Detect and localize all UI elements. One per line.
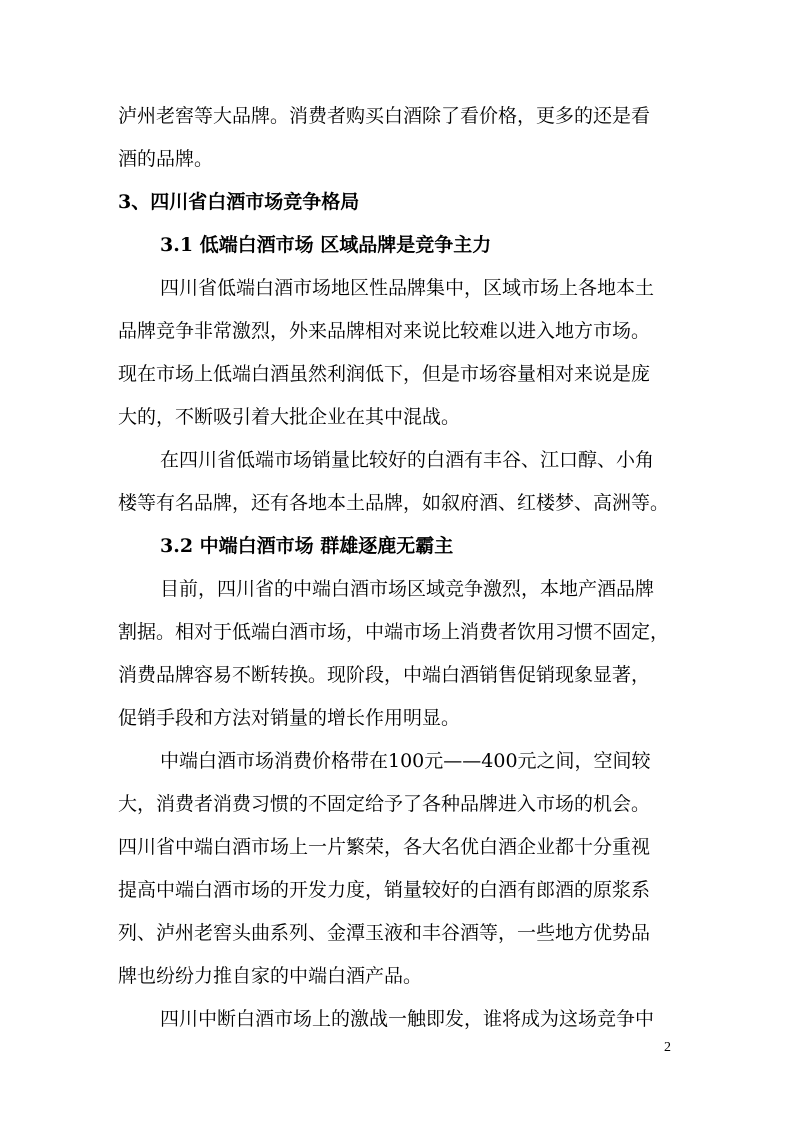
paragraph-line: 列、泸州老窖头曲系列、金潭玉液和丰谷酒等，一些地方优势品	[118, 922, 651, 944]
paragraph-line: 消费品牌容易不断转换。现阶段，中端白酒销售促销现象显著，	[118, 664, 651, 686]
paragraph-line: 大，消费者消费习惯的不固定给予了各种品牌进入市场的机会。	[118, 793, 651, 815]
paragraph-line: 四川省中端白酒市场上一片繁荣，各大名优白酒企业都十分重视	[118, 836, 651, 858]
paragraph-line: 品牌竞争非常激烈，外来品牌相对来说比较难以进入地方市场。	[118, 320, 651, 342]
paragraph-line: 在四川省低端市场销量比较好的白酒有丰谷、江口醇、小角	[160, 449, 655, 471]
paragraph-line: 提高中端白酒市场的开发力度，销量较好的白酒有郎酒的原浆系	[118, 879, 651, 901]
paragraph-line: 中端白酒市场消费价格带在100元——400元之间，空间较	[160, 750, 651, 772]
paragraph-line: 割据。相对于低端白酒市场，中端市场上消费者饮用习惯不固定，	[118, 621, 670, 643]
paragraph-line: 楼等有名品牌，还有各地本土品牌，如叙府酒、红楼梦、高洲等。	[118, 492, 670, 514]
page-number: 2	[664, 1040, 671, 1055]
paragraph-line: 大的，不断吸引着大批企业在其中混战。	[118, 406, 461, 428]
paragraph-line: 四川省低端白酒市场地区性品牌集中，区域市场上各地本土	[160, 277, 655, 299]
subsection-heading: 3.2 中端白酒市场 群雄逐鹿无霸主	[160, 535, 454, 557]
section-heading: 3、四川省白酒市场竞争格局	[118, 191, 360, 213]
subsection-heading: 3.1 低端白酒市场 区域品牌是竞争主力	[160, 234, 492, 256]
paragraph-line: 目前，四川省的中端白酒市场区域竞争激烈，本地产酒品牌	[160, 578, 655, 600]
paragraph-line: 牌也纷纷力推自家的中端白酒产品。	[118, 965, 423, 987]
paragraph-line: 酒的品牌。	[118, 148, 214, 170]
paragraph-line: 促销手段和方法对销量的增长作用明显。	[118, 707, 461, 729]
paragraph-line: 现在市场上低端白酒虽然利润低下，但是市场容量相对来说是庞	[118, 363, 651, 385]
paragraph-line: 四川中断白酒市场上的激战一触即发，谁将成为这场竞争中	[160, 1008, 655, 1030]
paragraph-line: 泸州老窖等大品牌。消费者购买白酒除了看价格，更多的还是看	[118, 105, 651, 127]
